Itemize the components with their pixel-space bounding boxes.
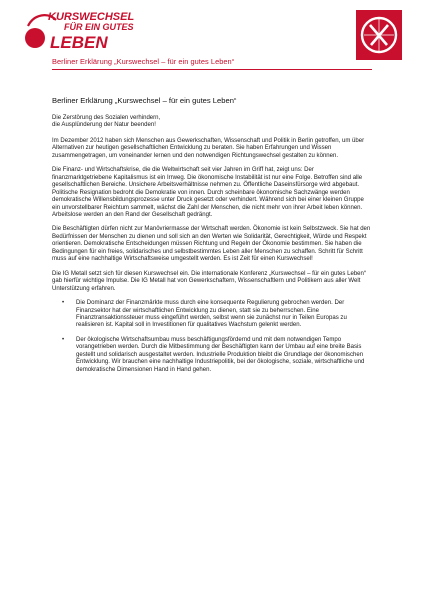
list-item-text: Die Dominanz der Finanzmärkte muss durch eine konsequente Regulierung gebrochen werden. Der Finanzsektor hat der wirtschaftlichen Entwicklung zu dienen, statt sie zu beherrschen. Eine Finanztransaktionssteuer muss eingeführt werden, selbst wenn sie zunächst nur in Teilen Europas zu realisieren ist. Kapital soll in Investitionen für qualitatives Wachstum gelenkt werden.: [76, 300, 347, 329]
list-item: [52, 337, 372, 374]
demands-list: [52, 300, 372, 374]
list-item-text: Der ökologische Wirtschaftsumbau muss beschäftigungsfördernd und mit dem notwendigen Tempo vorangetrieben werden. Durch die Mitbestimmung der Beschäftigten kann der Umbau auf eine breite Basis gestellt und solidarisch ausgestaltet werden. Industrielle Produktion bleibt die Grundlage der ökonomischen Entwicklung. Wir brauchen eine nachhaltige Industriepolitik, bei der ökologische, soziale, wirtschaftliche und demokratische Dimensionen Hand in Hand gehen.: [76, 336, 365, 373]
kurswechsel-logo: [22, 8, 162, 50]
document-subtitle: Die Zerstörung des Sozialen verhindern, die Ausplünderung der Natur beenden!: [52, 115, 161, 129]
paragraph: Im Dezember 2012 haben sich Menschen aus Gewerkschaften, Wissenschaft und Politik in Berlin getroffen, um über Alternativen zur heutigen gesellschaftlichen Entwicklung zu beraten. Sie haben Erfahrungen und Wissen zusammengetragen, um voneinander lernen und den notwendigen Richtungswechsel gestalten zu können.: [52, 137, 365, 159]
document-body: [52, 96, 372, 381]
document-title: Berliner Erklärung „Kurswechsel – für ein gutes Leben“: [52, 96, 237, 105]
paragraph: Die Beschäftigten dürfen nicht zur Manövriermasse der Wirtschaft werden. Ökonomie ist kein Selbstzweck. Sie hat den Bedürfnissen der Menschen zu dienen und soll sich an den Werten wie Solidarität, Gerechtigkeit, Würde und Respekt orientieren. Demokratische Entscheidungen müssen Richtung und Regeln der Ökonomie bestimmen. Sie haben die Bedingungen für ein freies, solidarisches und selbstbestimmtes Leben aller Menschen zu schaffen. Schritt für Schritt muss auf eine nachhaltige Wirtschaftsweise umgestellt werden. Es ist Zeit für einen Kurswechsel!: [52, 226, 371, 263]
bullet-icon: •: [62, 300, 65, 307]
page-header: [0, 0, 424, 80]
logo-line2: FÜR EIN GUTES: [64, 22, 134, 32]
logo-line3: LEBEN: [50, 33, 108, 50]
logo-line1: KURSWECHSEL: [48, 11, 135, 23]
header-title: Berliner Erklärung „Kurswechsel – für ein gutes Leben“: [52, 57, 235, 66]
ig-metall-logo: [356, 10, 402, 60]
bullet-icon: •: [62, 336, 65, 343]
header-divider: [52, 69, 372, 70]
list-item: [52, 300, 372, 330]
paragraph: Die IG Metall setzt sich für diesen Kurswechsel ein. Die internationale Konferenz „Kurswechsel – für ein gutes Leben“ gab hierfür wichtige Impulse. Die IG Metall hat von Gewerkschaftern, Wissenschaftlern und Politikern aus aller Welt Unterstützung erfahren.: [52, 270, 366, 292]
kurswechsel-logo-graphic: [22, 8, 162, 50]
paragraph: Die Finanz- und Wirtschaftskrise, die die Weltwirtschaft seit vier Jahren im Griff hat, zeigt uns: Der finanzmarktgetriebene Kapitalismus ist ein Irrweg. Die ökonomische Instabilität ist nur eine Folge. Betroffen sind alle gesellschaftlichen Bereiche. Unsichere Arbeitsverhältnisse nehmen zu. Öffentliche Daseinsfürsorge wird abgebaut. Politische Resignation bedroht die Demokratie von innen. Durch scheinbare ökonomische Sachzwänge werden demokratische Willensbildungsprozesse unter Druck gesetzt oder verhindert. Während sich bei einer kleinen Gruppe ein unvorstellbarer Reichtum sammelt, wächst die Zahl der Menschen, die nicht mehr von ihrer Arbeit leben können. Arbeitslose werden an den Rand der Gesellschaft gedrängt.: [52, 167, 364, 218]
ig-metall-logo-graphic: [356, 10, 402, 60]
